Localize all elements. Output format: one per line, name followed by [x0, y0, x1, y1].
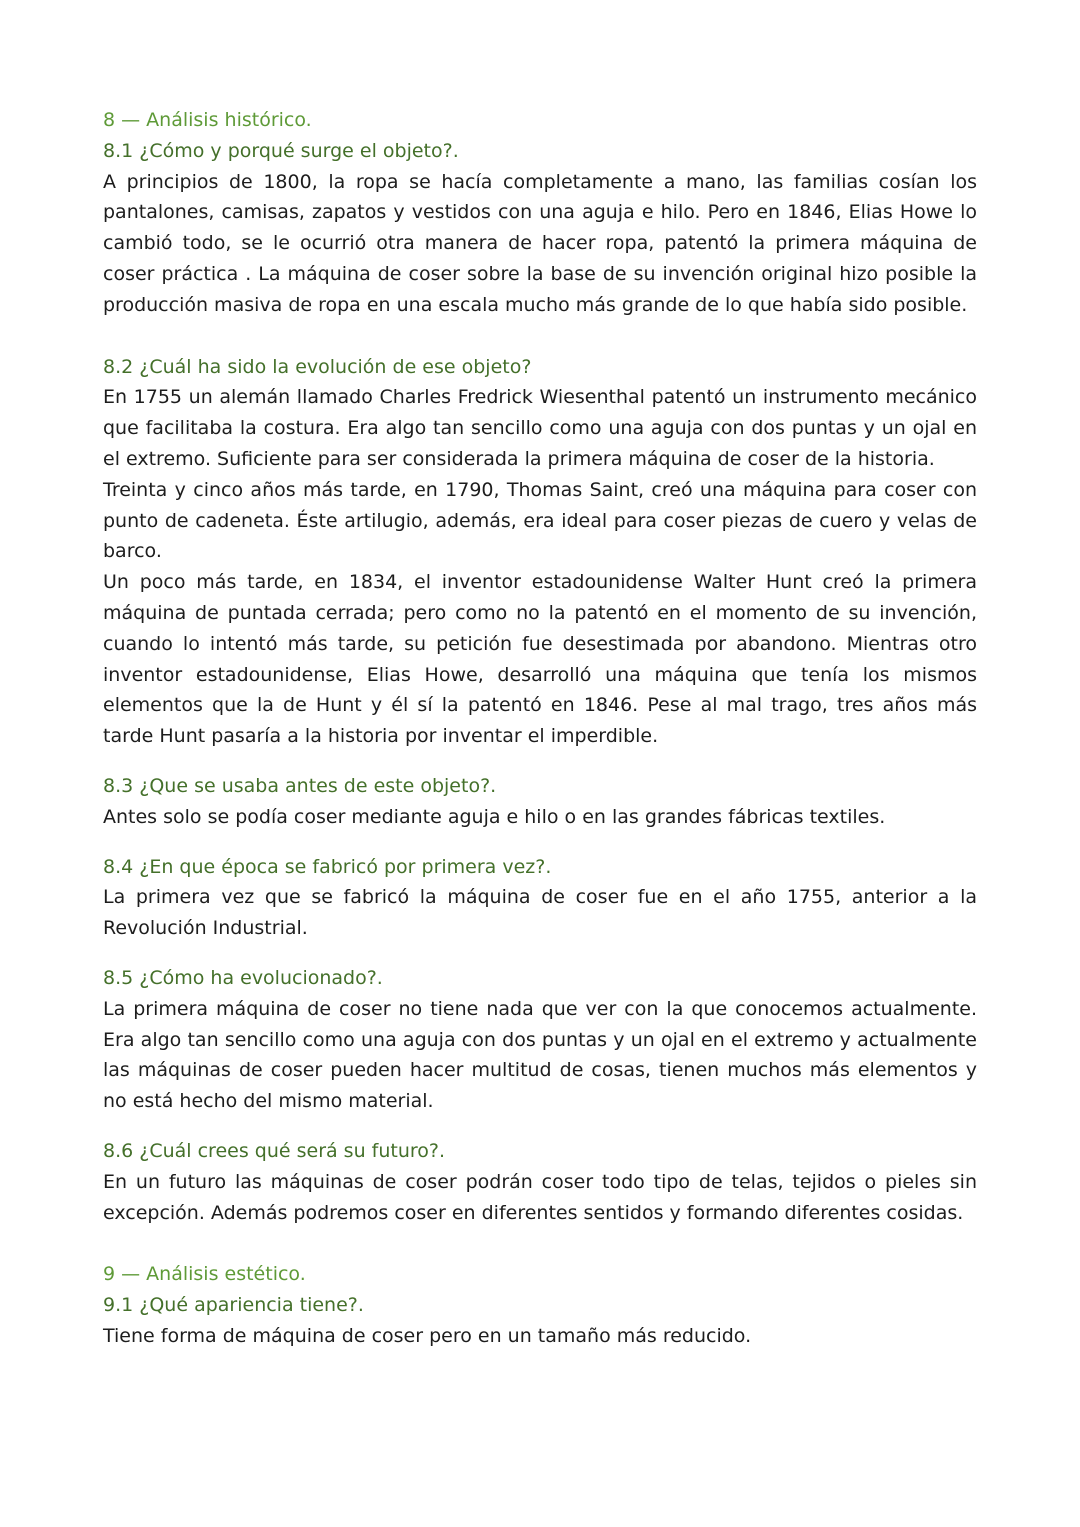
section-heading-historical-analysis: 8 — Análisis histórico. [103, 109, 312, 131]
question-9-1-answer: Tiene forma de máquina de coser pero en un tamaño más reducido. [103, 1324, 752, 1347]
question-8-4-answer: La primera vez que se fabricó la máquina de coser fue en el año 1755, anterior a la Revolución Industrial. [103, 886, 977, 940]
spacer [103, 321, 977, 352]
question-8-2-answer-p3: Un poco más tarde, en 1834, el inventor estadounidense Walter Hunt creó la primera máquina de puntada cerrada; pero como no la patentó en el momento de su invención, cuando lo intentó más tarde, su petición fue desestimada por abandono. Mientras otro inventor estadounidense, Elias Howe, desarrolló una máquina que tenía los mismos elementos que la de Hunt y él sí la patentó en 1846. Pese al mal trago, tres años más tarde Hunt pasaría a la historia por inventar el imperdible. [103, 571, 977, 748]
question-8-2-answer-p1: En 1755 un alemán llamado Charles Fredrick Wiesenthal patentó un instrumento mecánico que facilitaba la costura. Era algo tan sencillo como una aguja con dos puntas y un ojal en el extremo. Suficiente para ser considerada la primera máquina de coser de la historia. [103, 386, 977, 470]
question-8-6-answer: En un futuro las máquinas de coser podrán coser todo tipo de telas, tejidos o pieles sin excepción. Además podremos coser en diferentes sentidos y formando diferentes cosidas. [103, 1170, 977, 1224]
question-8-1-answer: A principios de 1800, la ropa se hacía completamente a mano, las familias cosían los pantalones, camisas, zapatos y vestidos con una aguja e hilo. Pero en 1846, Elias Howe lo cambió todo, se le ocurrió otra manera de hacer ropa, patentó la primera máquina de coser práctica . La máquina de coser sobre la base de su invención original hizo posible la producción masiva de ropa en una escala mucho más grande de lo que había sido posible. [103, 170, 977, 316]
question-8-6-title: 8.6 ¿Cuál crees qué será su futuro?. [103, 1139, 446, 1162]
question-9-1-title: 9.1 ¿Qué apariencia tiene?. [103, 1294, 364, 1317]
spacer [103, 752, 977, 771]
document-page [103, 105, 977, 1352]
question-8-2-title: 8.2 ¿Cuál ha sido la evolución de ese objeto? [103, 355, 532, 378]
question-8-4-title: 8.4 ¿En que época se fabricó por primera vez?. [103, 855, 552, 878]
question-8-2-answer-p2: Treinta y cinco años más tarde, en 1790, Thomas Saint, creó una máquina para coser con punto de cadeneta. Éste artilugio, además, era ideal para coser piezas de cuero y velas de barco. [103, 478, 977, 563]
question-8-3-answer: Antes solo se podía coser mediante aguja e hilo o en las grandes fábricas textiles. [103, 805, 886, 828]
question-8-1-title: 8.1 ¿Cómo y porqué surge el objeto?. [103, 139, 459, 162]
section-heading-aesthetic-analysis: 9 — Análisis estético. [103, 1263, 306, 1286]
question-8-5-answer: La primera máquina de coser no tiene nada que ver con la que conocemos actualmente. Era algo tan sencillo como una aguja con dos puntas y un ojal en el extremo y actualmente las máquinas de coser pueden hacer multitud de cosas, tienen muchos más elementos y no está hecho del mismo material. [103, 997, 977, 1113]
spacer [103, 833, 977, 852]
spacer [103, 1117, 977, 1136]
spacer [103, 1228, 977, 1259]
question-8-3-title: 8.3 ¿Que se usaba antes de este objeto?. [103, 774, 497, 797]
spacer [103, 944, 977, 963]
question-8-5-title: 8.5 ¿Cómo ha evolucionado?. [103, 966, 383, 989]
